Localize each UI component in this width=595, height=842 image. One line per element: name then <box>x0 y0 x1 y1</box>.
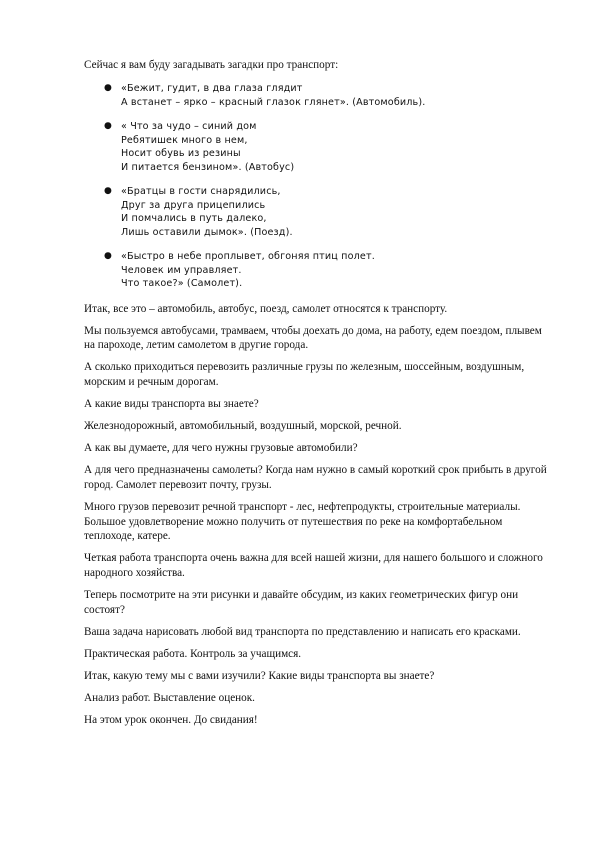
paragraph: Ваша задача нарисовать любой вид транспорта по представлению и написать его красками. <box>84 625 521 638</box>
paragraph: А какие виды транспорта вы знаете? <box>84 397 259 410</box>
riddle-item <box>84 185 554 239</box>
paragraph: Практическая работа. Контроль за учащимся. <box>84 647 302 660</box>
riddle-line: И питается бензином». (Автобус) <box>121 161 295 173</box>
document-body <box>84 58 554 735</box>
riddle-line: Человек им управляет. <box>121 264 242 276</box>
paragraph: Итак, какую тему мы с вами изучили? Какие виды транспорта вы знаете? <box>84 669 435 682</box>
riddle-line: «Братцы в гости снарядились, <box>121 186 281 197</box>
paragraph: А как вы думаете, для чего нужны грузовые автомобили? <box>84 442 358 455</box>
riddle-list <box>84 82 554 291</box>
riddle-line: Ребятишек много в нем, <box>121 134 248 146</box>
paragraph: А сколько приходиться перевозить различные грузы по железным, шоссейным, воздушным, морским и речным дорогам. <box>84 361 525 388</box>
bullet-icon: ● <box>104 251 112 261</box>
paragraph: Мы пользуемся автобусами, трамваем, чтобы доехать до дома, на работу, едем поездом, плывем на пароходе, летим самолетом в другие города. <box>84 324 542 352</box>
riddle-line: Лишь оставили дымок». (Поезд). <box>121 226 293 238</box>
paragraph: На этом урок окончен. До свидания! <box>84 713 258 726</box>
riddle-item <box>84 82 554 109</box>
intro-text: Сейчас я вам буду загадывать загадки про транспорт: <box>84 59 339 71</box>
bullet-icon: ● <box>104 186 112 196</box>
paragraph: Много грузов перевозит речной транспорт - лес, нефтепродукты, строительные материалы. Большое удовлетворение можно получить от путешествия по реке на комфортабельном теплоходе, катере. <box>84 500 521 543</box>
riddle-line: Друг за друга прицепились <box>121 199 266 211</box>
riddle-line: И помчались в путь далеко, <box>121 213 267 224</box>
riddle-line: «Бежит, гудит, в два глаза глядит <box>121 83 303 94</box>
riddle-line: Носит обувь из резины <box>121 148 241 159</box>
paragraph: Итак, все это – автомобиль, автобус, поезд, самолет относятся к транспорту. <box>84 302 448 315</box>
bullet-icon: ● <box>104 83 112 93</box>
paragraph: Теперь посмотрите на эти рисунки и давайте обсудим, из каких геометрических фигур они состоят? <box>84 588 519 616</box>
riddle-line: « Что за чудо – синий дом <box>121 121 257 132</box>
riddle-item <box>84 250 554 291</box>
paragraph: Четкая работа транспорта очень важна для всей нашей жизни, для нашего большого и сложного народного хозяйства. <box>84 552 543 579</box>
riddle-item <box>84 120 554 174</box>
riddle-line: Что такое?» (Самолет). <box>121 278 243 289</box>
riddle-line: «Быстро в небе проплывет, обгоняя птиц полет. <box>121 251 375 262</box>
riddle-line: А встанет – ярко – красный глазок глянет». (Автомобиль). <box>121 96 426 108</box>
paragraph: Анализ работ. Выставление оценок. <box>84 691 255 704</box>
bullet-icon: ● <box>104 121 112 131</box>
paragraph: А для чего предназначены самолеты? Когда нам нужно в самый короткий срок прибыть в другой город. Самолет перевозит почту, грузы. <box>84 464 547 491</box>
paragraph: Железнодорожный, автомобильный, воздушный, морской, речной. <box>84 420 402 433</box>
